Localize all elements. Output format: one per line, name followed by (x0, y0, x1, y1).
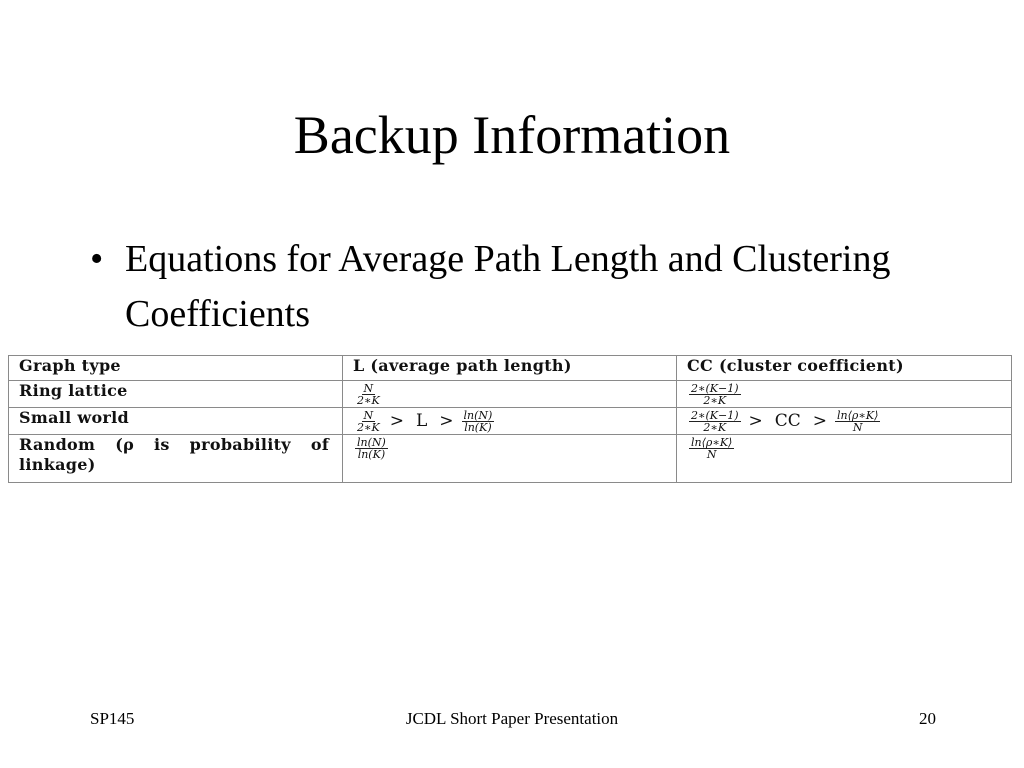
slide-title: Backup Information (293, 105, 731, 165)
denominator: ln(K) (464, 420, 492, 434)
cell-cluster-coefficient (677, 381, 1012, 408)
word: probability (189, 435, 291, 454)
denominator: ln(K) (357, 447, 386, 461)
fraction (462, 410, 495, 433)
bullet-list (80, 232, 900, 342)
cell-graph-type: Ring lattice (9, 381, 343, 408)
numerator: 2∗(K−1) (691, 408, 739, 422)
numerator: N (363, 381, 374, 395)
graph-type-line-1 (19, 435, 329, 455)
footer-slide-number: 20 (919, 709, 936, 728)
word: of (310, 435, 329, 454)
fraction (835, 410, 880, 433)
denominator: 2∗K (703, 420, 727, 434)
variable-symbol: CC (774, 411, 801, 431)
cell-cluster-coefficient (677, 408, 1012, 435)
relation-symbol: > (748, 411, 763, 431)
table-row (9, 408, 1012, 435)
numerator: 2∗(K−1) (691, 381, 739, 395)
cell-path-length (343, 408, 677, 435)
fraction (689, 410, 741, 433)
numerator: ln(N) (463, 408, 493, 422)
word: is (153, 435, 170, 454)
numerator: ln(N) (357, 435, 386, 449)
relation-symbol: > (389, 411, 404, 431)
denominator: 2∗K (357, 393, 380, 407)
footer-presentation-title: JCDL Short Paper Presentation (405, 709, 619, 728)
footer-paper-id: SP145 (90, 709, 135, 728)
fraction (355, 383, 382, 406)
header-cluster-coefficient: CC (cluster coefficient) (677, 356, 1012, 381)
cell-graph-type: Small world (9, 408, 343, 435)
table-row (9, 435, 1012, 483)
cell-path-length (343, 435, 677, 483)
header-path-length: L (average path length) (343, 356, 677, 381)
graph-type-line-2: linkage) (19, 455, 96, 474)
variable-symbol: L (415, 411, 428, 431)
relation-symbol: > (812, 411, 828, 431)
numerator: ln⟨ρ∗K⟩ (691, 435, 733, 449)
word: Random (19, 435, 96, 454)
table-row (9, 381, 1012, 408)
fraction (689, 383, 741, 406)
bullet-marker: • (90, 238, 104, 280)
fraction (689, 437, 734, 460)
denominator: N (706, 447, 717, 461)
denominator: 2∗K (703, 393, 727, 407)
relation-symbol: > (439, 411, 454, 431)
denominator: 2∗K (357, 420, 380, 434)
header-graph-type: Graph type (9, 356, 343, 381)
numerator: N (363, 408, 374, 422)
bullet-item (80, 232, 900, 342)
word: (ρ (115, 435, 135, 454)
cell-path-length (343, 381, 677, 408)
table-header-row (9, 356, 1012, 381)
fraction (355, 410, 382, 433)
equations-table (8, 355, 1012, 483)
fraction (355, 437, 388, 460)
cell-graph-type (9, 435, 343, 483)
cell-cluster-coefficient (677, 435, 1012, 483)
numerator: ln⟨ρ∗K⟩ (837, 408, 879, 422)
bullet-text: Equations for Average Path Length and Clustering Coefficients (125, 238, 891, 335)
denominator: N (852, 420, 863, 434)
